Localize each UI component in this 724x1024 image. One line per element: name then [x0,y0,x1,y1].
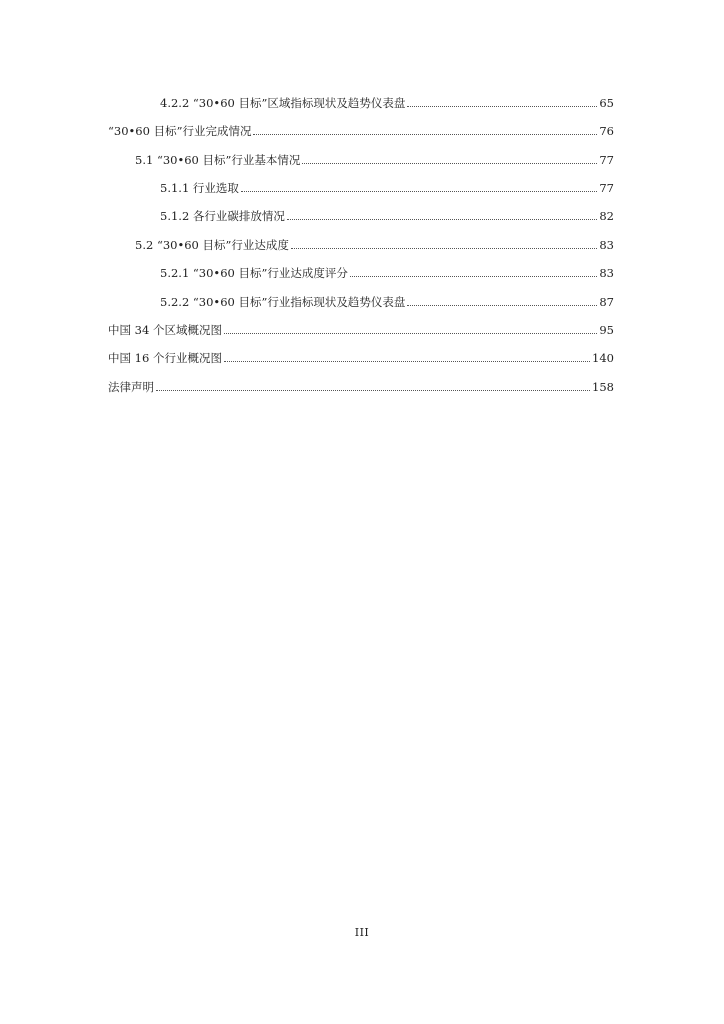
toc-dot-leader [407,106,597,107]
page-number: III [354,926,370,939]
toc-entry-title: 法律声明 [108,380,154,394]
toc-dot-leader [224,361,590,362]
toc-entry-5-1-1[interactable] [160,179,614,197]
toc-entry-5-1-2[interactable] [160,207,614,225]
toc-entry-5-2-2[interactable] [160,293,614,311]
toc-dot-leader [224,333,597,334]
toc-entry-5-1[interactable] [135,151,614,169]
toc-dot-leader [287,219,597,220]
toc-entry-legal-notice[interactable] [108,378,614,396]
toc-entry-5-2[interactable] [135,236,614,254]
toc-entry-title: 5.1.1 行业选取 [160,181,239,195]
toc-entry-page: 158 [592,380,614,394]
toc-dot-leader [291,248,597,249]
toc-entry-5-2-1[interactable] [160,264,614,282]
toc-entry-page: 65 [599,96,614,110]
toc-dot-leader [253,134,597,135]
toc-dot-leader [241,191,597,192]
toc-entry-title: 5.1 “30•60 目标”行业基本情况 [135,153,301,167]
toc-entry-page: 87 [599,295,614,309]
toc-entry-title: 5.2 “30•60 目标”行业达成度 [135,238,289,252]
toc-entry-page: 140 [592,351,614,365]
toc-entry-page: 82 [599,209,614,223]
toc-dot-leader [407,305,597,306]
toc-entry-title: “30•60 目标”行业完成情况 [108,124,252,138]
toc-entry-title: 4.2.2 “30•60 目标”区域指标现状及趋势仪表盘 [160,96,406,110]
toc-entry-region-overview[interactable] [108,321,614,339]
toc-entry-title: 5.2.1 “30•60 目标”行业达成度评分 [160,266,348,280]
toc-entry-title: 5.2.2 “30•60 目标”行业指标现状及趋势仪表盘 [160,295,406,309]
toc-entry-page: 83 [599,266,614,280]
toc-dot-leader [350,276,597,277]
toc-entry-page: 77 [599,153,614,167]
toc-entry-page: 77 [599,181,614,195]
toc-entry-4-2-2[interactable] [160,94,614,112]
toc-entry-page: 83 [599,238,614,252]
toc-entry-industry-completion[interactable] [108,122,614,140]
toc-entry-title: 中国 16 个行业概况图 [108,351,222,365]
toc-entry-page: 95 [599,323,614,337]
toc-entry-industry-overview[interactable] [108,349,614,367]
toc-entry-page: 76 [599,124,614,138]
toc-entry-title: 5.1.2 各行业碳排放情况 [160,209,285,223]
toc-dot-leader [302,163,597,164]
toc-dot-leader [156,390,590,391]
toc-entry-title: 中国 34 个区域概况图 [108,323,222,337]
